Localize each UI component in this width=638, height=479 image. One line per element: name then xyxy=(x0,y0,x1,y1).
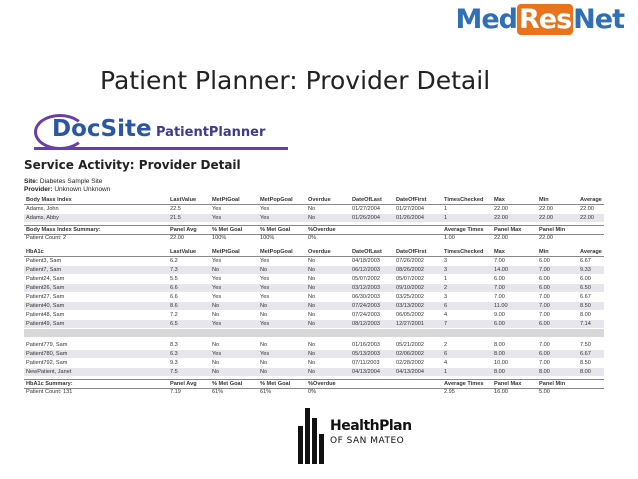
table-cell: 07/11/2003 xyxy=(352,360,380,366)
table-cell: Yes xyxy=(260,294,270,300)
table-cell: 7 xyxy=(444,321,448,327)
table-row xyxy=(24,275,604,283)
table-cell: Patient779, Sam xyxy=(26,342,68,348)
table-cell: 09/10/2002 xyxy=(396,285,424,291)
table-cell: Average xyxy=(580,249,602,255)
table-row xyxy=(24,266,604,274)
medresnet-logo: MedResNet xyxy=(455,4,624,35)
table-cell: 7.00 xyxy=(539,303,550,309)
table-cell: Body Mass Index Summary: xyxy=(26,227,101,233)
table-cell: 01/27/2004 xyxy=(396,206,424,212)
table-cell: 61% xyxy=(212,389,224,395)
table-cell: Patient792, Sam xyxy=(26,360,68,366)
table-cell: Yes xyxy=(212,294,222,300)
table-cell: Panel Min xyxy=(539,227,566,233)
table-cell: No xyxy=(308,206,316,212)
table-cell: 7.50 xyxy=(580,342,591,348)
table-cell: 03/12/2003 xyxy=(352,285,380,291)
table-cell: 03/25/2002 xyxy=(396,294,424,300)
site-info: Site: Diabetes Sample Site Provider: Unknown Unknown xyxy=(24,178,111,193)
table-cell: Yes xyxy=(260,215,270,221)
table-cell: 1 xyxy=(444,206,448,212)
row-gap xyxy=(24,329,604,337)
table-cell: 01/27/2004 xyxy=(352,206,380,212)
table-cell: % Met Goal xyxy=(260,381,291,387)
table-cell: Yes xyxy=(260,276,270,282)
table-cell: Patient40, Sam xyxy=(26,303,65,309)
table-header-row xyxy=(24,196,604,205)
table-cell: HbA1c xyxy=(26,249,44,255)
table-cell: 1.00 xyxy=(444,235,455,241)
table-cell: No xyxy=(308,285,316,291)
table-row xyxy=(24,311,604,319)
table-cell: Patient48, Sam xyxy=(26,312,65,318)
table-cell: 7.00 xyxy=(539,294,550,300)
table-cell: 8.00 xyxy=(494,369,505,375)
table-cell: 6.67 xyxy=(580,258,591,264)
table-cell: HbA1c Summary: xyxy=(26,381,73,387)
table-cell: No xyxy=(260,312,268,318)
table-cell: No xyxy=(308,303,316,309)
table-cell: Average xyxy=(580,197,602,203)
table-cell: Yes xyxy=(212,206,222,212)
table-cell: No xyxy=(308,258,316,264)
table-cell: 6.00 xyxy=(539,258,550,264)
table-cell: No xyxy=(308,321,316,327)
table-cell: Patient27, Sam xyxy=(26,294,65,300)
table-cell: Panel Min xyxy=(539,381,566,387)
table-cell: 8.00 xyxy=(494,342,505,348)
table-cell: 7.19 xyxy=(170,389,181,395)
table-cell: Patient Count: 131 xyxy=(26,389,73,395)
healthplan-mark-icon xyxy=(298,408,324,464)
table-cell: 3 xyxy=(444,294,448,300)
table-cell: 7.00 xyxy=(539,342,550,348)
table-cell: 7.00 xyxy=(539,360,550,366)
table-cell: No xyxy=(308,342,316,348)
table-cell: Panel Avg xyxy=(170,381,197,387)
table-cell: Yes xyxy=(212,258,222,264)
table-cell: 08/12/2003 xyxy=(352,321,380,327)
table-cell: 9.33 xyxy=(580,267,591,273)
top-bar xyxy=(0,0,638,38)
table-cell: 4 xyxy=(444,312,448,318)
table-cell: No xyxy=(308,360,316,366)
table-cell: 03/13/2002 xyxy=(396,303,424,309)
table-cell: Overdue xyxy=(308,249,331,255)
table-cell: 6.00 xyxy=(539,351,550,357)
table-row xyxy=(24,341,604,349)
table-cell: 7.2 xyxy=(170,312,178,318)
table-row xyxy=(24,302,604,310)
table-cell: 5.00 xyxy=(539,389,550,395)
table-cell: No xyxy=(260,303,268,309)
table-cell: 8.3 xyxy=(170,342,178,348)
summary-row xyxy=(24,388,604,396)
table-cell: 05/13/2003 xyxy=(352,351,380,357)
healthplan-logo: HealthPlan OF SAN MATEO xyxy=(298,408,408,468)
table-cell: % Met Goal xyxy=(212,381,243,387)
table-cell: Yes xyxy=(260,351,270,357)
table-cell: 8.00 xyxy=(580,369,591,375)
summary-row xyxy=(24,234,604,242)
table-cell: Adams, Abby xyxy=(26,215,59,221)
table-cell: 22.00 xyxy=(539,215,553,221)
table-cell: No xyxy=(212,369,220,375)
table-cell: 08/26/2002 xyxy=(396,267,424,273)
table-cell: 22.00 xyxy=(494,206,508,212)
table-cell: 22.00 xyxy=(539,206,553,212)
table-cell: 12/27/2001 xyxy=(396,321,424,327)
table-cell: 2.95 xyxy=(444,389,455,395)
table-cell: 6 xyxy=(444,303,448,309)
table-cell: Yes xyxy=(260,285,270,291)
report-title: Service Activity: Provider Detail xyxy=(24,158,241,172)
table-cell: 21.5 xyxy=(170,215,181,221)
table-cell: 3 xyxy=(444,258,448,264)
table-cell: 02/06/2002 xyxy=(396,351,424,357)
table-cell: No xyxy=(260,369,268,375)
table-cell: 06/05/2002 xyxy=(396,312,424,318)
table-cell: Max xyxy=(494,249,505,255)
table-cell: 6.67 xyxy=(580,351,591,357)
table-cell: Yes xyxy=(260,321,270,327)
table-cell: 61% xyxy=(260,389,272,395)
table-cell: Body Mass Index xyxy=(26,197,72,203)
table-cell: 8.00 xyxy=(539,369,550,375)
report-document: DocSite PatientPlanner Service Activity: Provider Detail Site: Diabetes Sample Site Provider: Unknown Unknown Body Mass Index LastValue MetPtGoal MetPopGoal Overdue DateOfLast DateOfFirst TimesChecked Max Min Average Adams, John 22.5 Yes Yes No 01/27/2004 01/27/2004 1 22.00 22.00 22.00 Adams, Abby 21.5 Yes Yes No 01/26/2004 01/26/2004 1 22.00 22.00 22.00 Body Mass Index Summary: Panel Avg % Met Goal % Met Goal %Overdue Average Times Panel Max Panel Min Patient Count: 2 22.00 100% 100% 0% 1.00 22.00 22.00 HbA1c LastValue MetPtGoal MetPopGoal Overdue DateOfLast DateOfFirst TimesChecked Max Min Average Patient3, Sam 6.2 Yes Yes No 04/18/2003 07/26/2002 3 7.00 6.00 6.67 Patient7, Sam 7.3 No No No 06/12/2003 08/26/2002 3 14.00 7.00 9.33 Patient24, Sam 5.5 Yes Yes No 05/07/2002 05/07/2002 1 6.00 6.00 6.00 Patient26, Sam 6.6 Yes Yes No 03/12/2003 09/10/2002 2 7.00 6.00 6.50 Patient27, Sam 6.6 Yes Yes No 06/30/2003 03/25/2002 3 7.00 7.00 6.67 Patient40, Sam 8.6 No No No 07/24/2003 03/13/2002 6 11.00 7.00 8.50 Patient48, Sam 7.2 No No No 07/24/2003 06/05/2002 4 9.00 7.00 8.00 Patient49, Sam 6.5 Yes Yes No 08/12/2003 12/27/2001 7 6.00 6.00 7.14 Patient779, Sam 8.3 No No No 01/16/2003 05/21/2002 2 8.00 7.00 7.50 Patient780, Sam 6.3 Yes Yes No 05/13/2003 02/06/2002 6 8.00 6.00 6.67 Patient792, Sam 9.3 No No No 07/11/2003 02/28/2002 4 10.00 7.00 8.50 NewPatient, Janet 7.5 No No No 04/13/2004 04/13/2004 1 8.00 8.00 8.00 HbA1c Summary: Panel Avg % Met Goal % Met Goal %Overdue Average Times Panel Max Panel Min Patient Count: 131 7.19 61% 61% 0% 2.95 16.00 5.00 xyxy=(20,112,610,402)
table-cell: 22.00 xyxy=(539,235,553,241)
table-cell: No xyxy=(308,276,316,282)
table-cell: Yes xyxy=(212,276,222,282)
table-cell: 6 xyxy=(444,351,448,357)
table-cell: No xyxy=(212,267,220,273)
table-row xyxy=(24,320,604,328)
table-cell: 7.00 xyxy=(494,258,505,264)
table-cell: Patient24, Sam xyxy=(26,276,65,282)
table-cell: 8.6 xyxy=(170,303,178,309)
table-cell: 7.00 xyxy=(494,285,505,291)
table-cell: 07/24/2003 xyxy=(352,303,380,309)
table-cell: MetPopGoal xyxy=(260,249,293,255)
table-cell: 05/07/2002 xyxy=(352,276,380,282)
table-cell: 6.2 xyxy=(170,258,178,264)
table-cell: 6.00 xyxy=(539,276,550,282)
table-cell: 6.00 xyxy=(539,285,550,291)
table-cell: No xyxy=(212,312,220,318)
table-cell: 22.00 xyxy=(580,206,594,212)
table-cell: No xyxy=(308,267,316,273)
table-cell: LastValue xyxy=(170,197,197,203)
table-cell: 4 xyxy=(444,360,448,366)
table-cell: 7.3 xyxy=(170,267,178,273)
table-cell: Min xyxy=(539,249,549,255)
table-cell: % Met Goal xyxy=(212,227,243,233)
table-cell: %Overdue xyxy=(308,381,336,387)
table-cell: 2 xyxy=(444,342,448,348)
table-cell: 7.00 xyxy=(494,294,505,300)
table-cell: 9.3 xyxy=(170,360,178,366)
table-cell: No xyxy=(212,360,220,366)
table-cell: 7.00 xyxy=(539,267,550,273)
table-cell: 1 xyxy=(444,276,448,282)
table-cell: No xyxy=(308,369,316,375)
table-cell: 100% xyxy=(260,235,275,241)
table-cell: 2 xyxy=(444,285,448,291)
table-cell: 22.00 xyxy=(170,235,184,241)
table-cell: No xyxy=(212,342,220,348)
table-cell: 9.00 xyxy=(494,312,505,318)
table-cell: Panel Max xyxy=(494,381,522,387)
table-cell: Panel Max xyxy=(494,227,522,233)
table-cell: 11.00 xyxy=(494,303,508,309)
table-cell: Patient49, Sam xyxy=(26,321,65,327)
table-cell: DateOfFirst xyxy=(396,197,427,203)
table-cell: DateOfLast xyxy=(352,197,382,203)
table-cell: 7.5 xyxy=(170,369,178,375)
table-cell: 05/21/2002 xyxy=(396,342,424,348)
table-cell: 8.00 xyxy=(580,312,591,318)
table-cell: Yes xyxy=(212,285,222,291)
table-cell: Max xyxy=(494,197,505,203)
table-cell: 07/24/2003 xyxy=(352,312,380,318)
table-cell: 01/26/2004 xyxy=(352,215,380,221)
table-cell: 06/12/2003 xyxy=(352,267,380,273)
table-cell: No xyxy=(260,360,268,366)
table-cell: 100% xyxy=(212,235,227,241)
table-cell: 22.00 xyxy=(580,215,594,221)
table-cell: 6.6 xyxy=(170,285,178,291)
table-cell: 6.3 xyxy=(170,351,178,357)
table-cell: TimesChecked xyxy=(444,197,484,203)
table-cell: 22.5 xyxy=(170,206,181,212)
table-cell: 6.50 xyxy=(580,285,591,291)
table-cell: 6.5 xyxy=(170,321,178,327)
table-cell: DateOfLast xyxy=(352,249,382,255)
table-cell: No xyxy=(212,303,220,309)
table-cell: 6.67 xyxy=(580,294,591,300)
table-cell: 5.5 xyxy=(170,276,178,282)
table-cell: Yes xyxy=(212,321,222,327)
table-cell: LastValue xyxy=(170,249,197,255)
table-cell: 01/26/2004 xyxy=(396,215,424,221)
table-cell: 6.00 xyxy=(539,321,550,327)
table-row xyxy=(24,205,604,213)
table-cell: 7.00 xyxy=(539,312,550,318)
table-cell: 6.00 xyxy=(494,321,505,327)
table-row xyxy=(24,359,604,367)
table-cell: %Overdue xyxy=(308,227,336,233)
table-cell: 06/30/2003 xyxy=(352,294,380,300)
table-cell: 8.50 xyxy=(580,303,591,309)
table-cell: Patient3, Sam xyxy=(26,258,62,264)
table-cell: 3 xyxy=(444,267,448,273)
table-cell: NewPatient, Janet xyxy=(26,369,72,375)
table-cell: Panel Avg xyxy=(170,227,197,233)
table-cell: 8.00 xyxy=(494,351,505,357)
table-cell: Yes xyxy=(260,258,270,264)
table-cell: MetPopGoal xyxy=(260,197,293,203)
table-row xyxy=(24,284,604,292)
table-cell: 10.00 xyxy=(494,360,508,366)
table-cell: 07/26/2002 xyxy=(396,258,424,264)
table-row xyxy=(24,257,604,265)
table-cell: No xyxy=(308,215,316,221)
table-cell: MetPtGoal xyxy=(212,249,240,255)
header-divider xyxy=(34,147,288,150)
table-cell: 7.14 xyxy=(580,321,591,327)
table-cell: 05/07/2002 xyxy=(396,276,424,282)
table-cell: Average Times xyxy=(444,227,484,233)
table-cell: DateOfFirst xyxy=(396,249,427,255)
table-cell: Overdue xyxy=(308,197,331,203)
table-cell: Patient780, Sam xyxy=(26,351,68,357)
table-cell: No xyxy=(308,312,316,318)
table-cell: 6.00 xyxy=(494,276,505,282)
table-cell: 1 xyxy=(444,369,448,375)
table-cell: Patient Count: 2 xyxy=(26,235,67,241)
table-row xyxy=(24,350,604,358)
table-cell: 22.00 xyxy=(494,215,508,221)
table-cell: No xyxy=(260,342,268,348)
table-cell: 16.00 xyxy=(494,389,508,395)
table-cell: 6.00 xyxy=(580,276,591,282)
table-row xyxy=(24,368,604,376)
table-cell: 1 xyxy=(444,215,448,221)
table-cell: No xyxy=(308,294,316,300)
table-cell: Adams, John xyxy=(26,206,59,212)
table-row xyxy=(24,293,604,301)
table-header-row xyxy=(24,248,604,257)
table-cell: 22.00 xyxy=(494,235,508,241)
table-cell: No xyxy=(308,351,316,357)
table-cell: Average Times xyxy=(444,381,484,387)
table-cell: No xyxy=(260,267,268,273)
table-cell: 0% xyxy=(308,389,317,395)
table-cell: 04/13/2004 xyxy=(396,369,424,375)
table-cell: 04/13/2004 xyxy=(352,369,380,375)
table-cell: Patient26, Sam xyxy=(26,285,65,291)
slide-title: Patient Planner: Provider Detail xyxy=(100,66,491,95)
table-cell: 6.6 xyxy=(170,294,178,300)
table-cell: 02/28/2002 xyxy=(396,360,424,366)
table-cell: TimesChecked xyxy=(444,249,484,255)
table-cell: MetPtGoal xyxy=(212,197,240,203)
table-cell: Yes xyxy=(212,215,222,221)
table-cell: 14.00 xyxy=(494,267,508,273)
table-cell: Patient7, Sam xyxy=(26,267,62,273)
table-cell: % Met Goal xyxy=(260,227,291,233)
table-row xyxy=(24,214,604,222)
table-cell: 8.50 xyxy=(580,360,591,366)
table-cell: 01/16/2003 xyxy=(352,342,380,348)
table-cell: Min xyxy=(539,197,549,203)
table-cell: 04/18/2003 xyxy=(352,258,380,264)
table-cell: Yes xyxy=(212,351,222,357)
table-cell: 0% xyxy=(308,235,317,241)
table-cell: Yes xyxy=(260,206,270,212)
